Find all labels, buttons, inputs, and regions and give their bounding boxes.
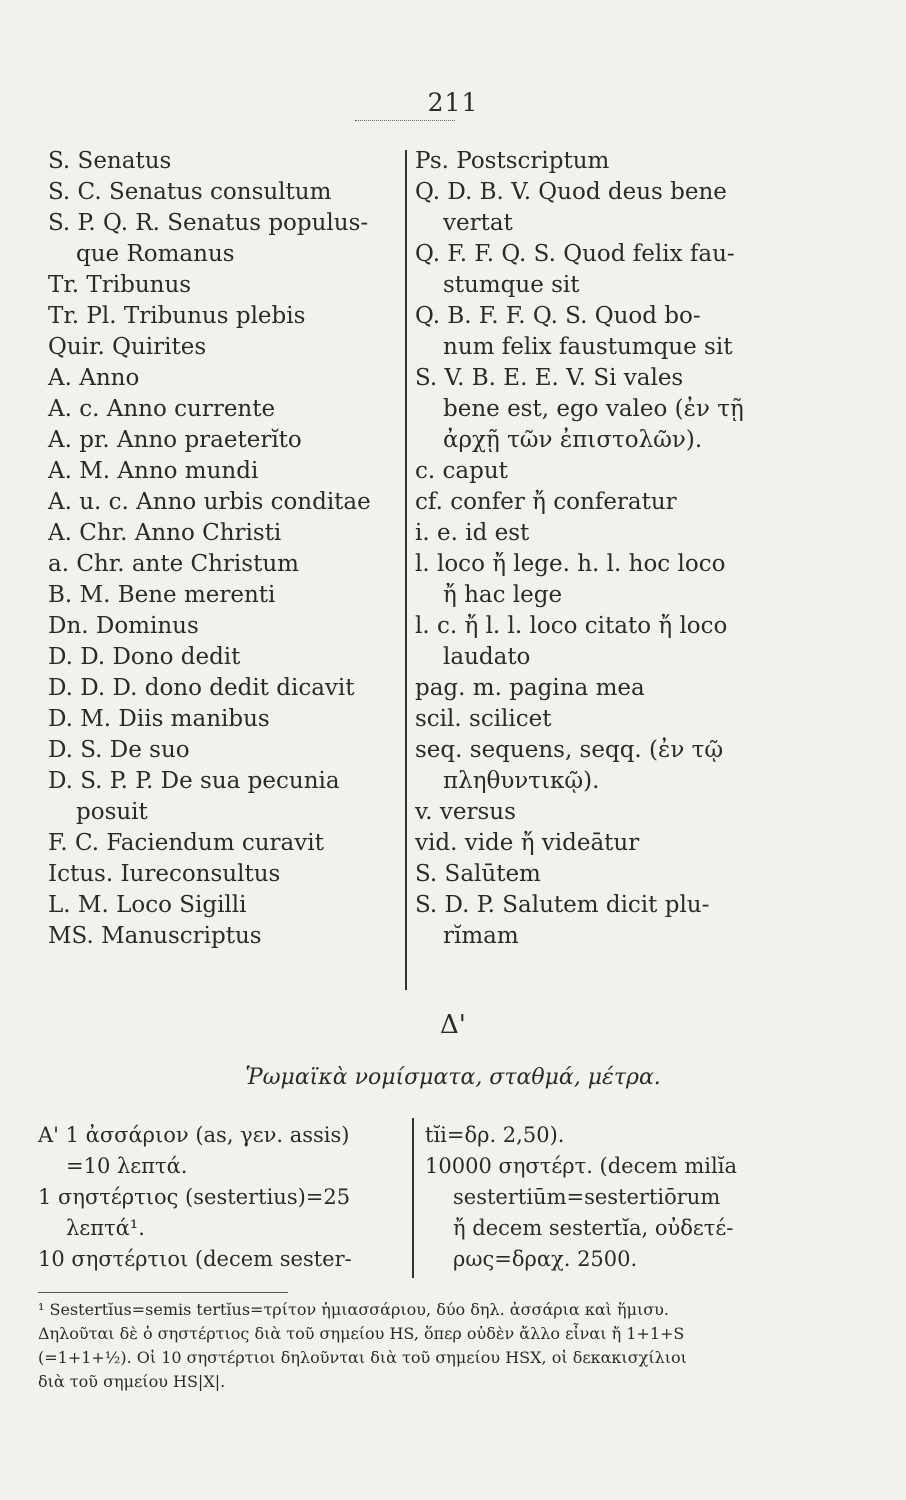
abbreviation-entry: D. S. P. P. De sua pecunia <box>48 768 340 794</box>
abbreviation-entry: L. M. Loco Sigilli <box>48 892 247 918</box>
coins-right-column <box>425 1120 885 1275</box>
abbreviation-entry-continued: stumque sit <box>443 272 580 298</box>
section-letter: Δ' <box>440 1010 466 1040</box>
footnote-line: Δηλοῦται δὲ ὁ σηστέρτιος διὰ τοῦ σημείου HS, ὅπερ οὐδὲν ἄλλο εἶναι ἤ 1+1+S <box>38 1324 685 1343</box>
coin-entry: 10000 σηστέρτ. (decem milĭa <box>425 1154 737 1178</box>
coin-entry-continued: =10 λεπτά. <box>66 1154 188 1178</box>
abbreviation-entry: c. caput <box>415 458 508 484</box>
abbreviation-entry: Q. D. B. V. Quod deus bene <box>415 179 727 205</box>
footnote-line: (=1+1+½). Οἱ 10 σηστέρτιοι δηλοῦνται διὰ τοῦ σημείου HSX, οἱ δεκακισχίλιοι <box>38 1348 687 1367</box>
abbreviation-entry: A. u. c. Anno urbis conditae <box>48 489 371 515</box>
abbreviation-entry: MS. Manuscriptus <box>48 923 262 949</box>
header-rule <box>355 120 455 121</box>
coin-entry: 1 σηστέρτιος (sestertius)=25 <box>38 1185 351 1209</box>
abbreviation-entry: D. S. De suo <box>48 737 190 763</box>
abbreviation-entry: Q. F. F. Q. S. Quod felix fau- <box>415 241 735 267</box>
abbreviation-entry: l. loco ἤ lege. h. l. hoc loco <box>415 551 726 577</box>
section-title: Ῥωμαϊκὰ νομίσματα, σταθμά, μέτρα. <box>245 1065 661 1090</box>
abbreviation-entry: Q. B. F. F. Q. S. Quod bo- <box>415 303 701 329</box>
abbreviation-entry-continued: que Romanus <box>76 241 235 267</box>
abbreviation-entry: Dn. Dominus <box>48 613 199 639</box>
abbreviation-entry: pag. m. pagina mea <box>415 675 645 701</box>
abbreviation-entry: l. c. ἤ l. l. loco citato ἤ loco <box>415 613 728 639</box>
abbreviation-entry: cf. confer ἤ conferatur <box>415 489 677 515</box>
abbreviation-entry: D. M. Diis manibus <box>48 706 270 732</box>
abbreviation-entry: A. M. Anno mundi <box>48 458 259 484</box>
abbreviation-entry: A. pr. Anno praeterĭto <box>48 427 302 453</box>
coin-entry: 10 σηστέρτιοι (decem sester- <box>38 1247 352 1271</box>
abbreviation-entry: S. Salūtem <box>415 861 541 887</box>
abbreviation-entry: D. D. D. dono dedit dicavit <box>48 675 355 701</box>
abbreviation-entry: a. Chr. ante Christum <box>48 551 299 577</box>
abbreviation-entry-continued: posuit <box>76 799 148 825</box>
abbreviation-entry-continued: bene est, ego valeo (ἐν τῇ <box>443 396 744 422</box>
abbreviation-entry: F. C. Faciendum curavit <box>48 830 324 856</box>
abbreviation-entry: A. Chr. Anno Christi <box>48 520 282 546</box>
page-number: 211 <box>427 88 479 117</box>
abbreviation-entry-continued: laudato <box>443 644 531 670</box>
abbreviation-entry: A. Anno <box>48 365 140 391</box>
abbreviation-entry-continued: vertat <box>443 210 513 236</box>
abbreviation-entry: Quir. Quirites <box>48 334 207 360</box>
abbreviation-entry-continued: πληθυντικῷ). <box>443 768 600 794</box>
coin-entry-continued: λεπτά¹. <box>66 1216 145 1240</box>
abbreviation-entry: i. e. id est <box>415 520 530 546</box>
abbreviation-entry: S. Senatus <box>48 148 172 174</box>
abbreviation-entry: S. V. B. E. E. V. Si vales <box>415 365 684 391</box>
abbreviation-entry: D. D. Dono dedit <box>48 644 241 670</box>
abbreviation-entry: scil. scilicet <box>415 706 552 732</box>
coins-left-column <box>38 1120 403 1275</box>
abbreviations-left-column <box>48 146 398 952</box>
abbreviation-entry-continued: rĭmam <box>443 923 519 949</box>
coin-entry: Α' 1 ἀσσάριον (as, γεν. assis) <box>38 1123 350 1147</box>
abbreviation-entry: v. versus <box>415 799 516 825</box>
footnote-line: ¹ Sestertĭus=semis tertĭus=τρίτον ἡμιασσάριου, δύο δηλ. ἀσσάρια καὶ ἥμισυ. <box>38 1300 669 1319</box>
footnote-rule <box>38 1292 288 1293</box>
abbreviation-entry: vid. vide ἤ videātur <box>415 830 640 856</box>
coins-column-divider <box>412 1118 414 1278</box>
abbreviation-entry: Ictus. Iureconsultus <box>48 861 281 887</box>
footnote-line: διὰ τοῦ σημείου HS|X|. <box>38 1372 226 1391</box>
abbreviation-entry: B. M. Bene merenti <box>48 582 276 608</box>
abbreviation-entry-continued: ἤ hac lege <box>443 582 563 608</box>
abbreviations-right-column <box>415 146 815 952</box>
abbreviation-entry: Tr. Tribunus <box>48 272 192 298</box>
abbreviation-entry: A. c. Anno currente <box>48 396 276 422</box>
coin-entry-continued: tĭi=δρ. 2,50). <box>425 1123 565 1147</box>
column-divider <box>405 150 407 990</box>
abbreviation-entry: S. C. Senatus consultum <box>48 179 332 205</box>
coin-entry-continued: ρως=δραχ. 2500. <box>453 1247 638 1271</box>
abbreviation-entry: S. P. Q. R. Senatus populus- <box>48 210 369 236</box>
coin-entry-continued: ἤ decem sestertĭa, οὐδετέ- <box>453 1216 734 1240</box>
footnote <box>38 1298 878 1394</box>
abbreviation-entry: Tr. Pl. Tribunus plebis <box>48 303 306 329</box>
abbreviation-entry-continued: ἀρχῇ τῶν ἐπιστολῶν). <box>443 427 703 453</box>
coin-entry-continued: sestertiūm=sestertiōrum <box>453 1185 721 1209</box>
abbreviation-entry: seq. sequens, seqq. (ἐν τῷ <box>415 737 724 763</box>
abbreviation-entry: S. D. P. Salutem dicit plu- <box>415 892 710 918</box>
abbreviation-entry: Ps. Postscriptum <box>415 148 610 174</box>
abbreviation-entry-continued: num felix faustumque sit <box>443 334 733 360</box>
